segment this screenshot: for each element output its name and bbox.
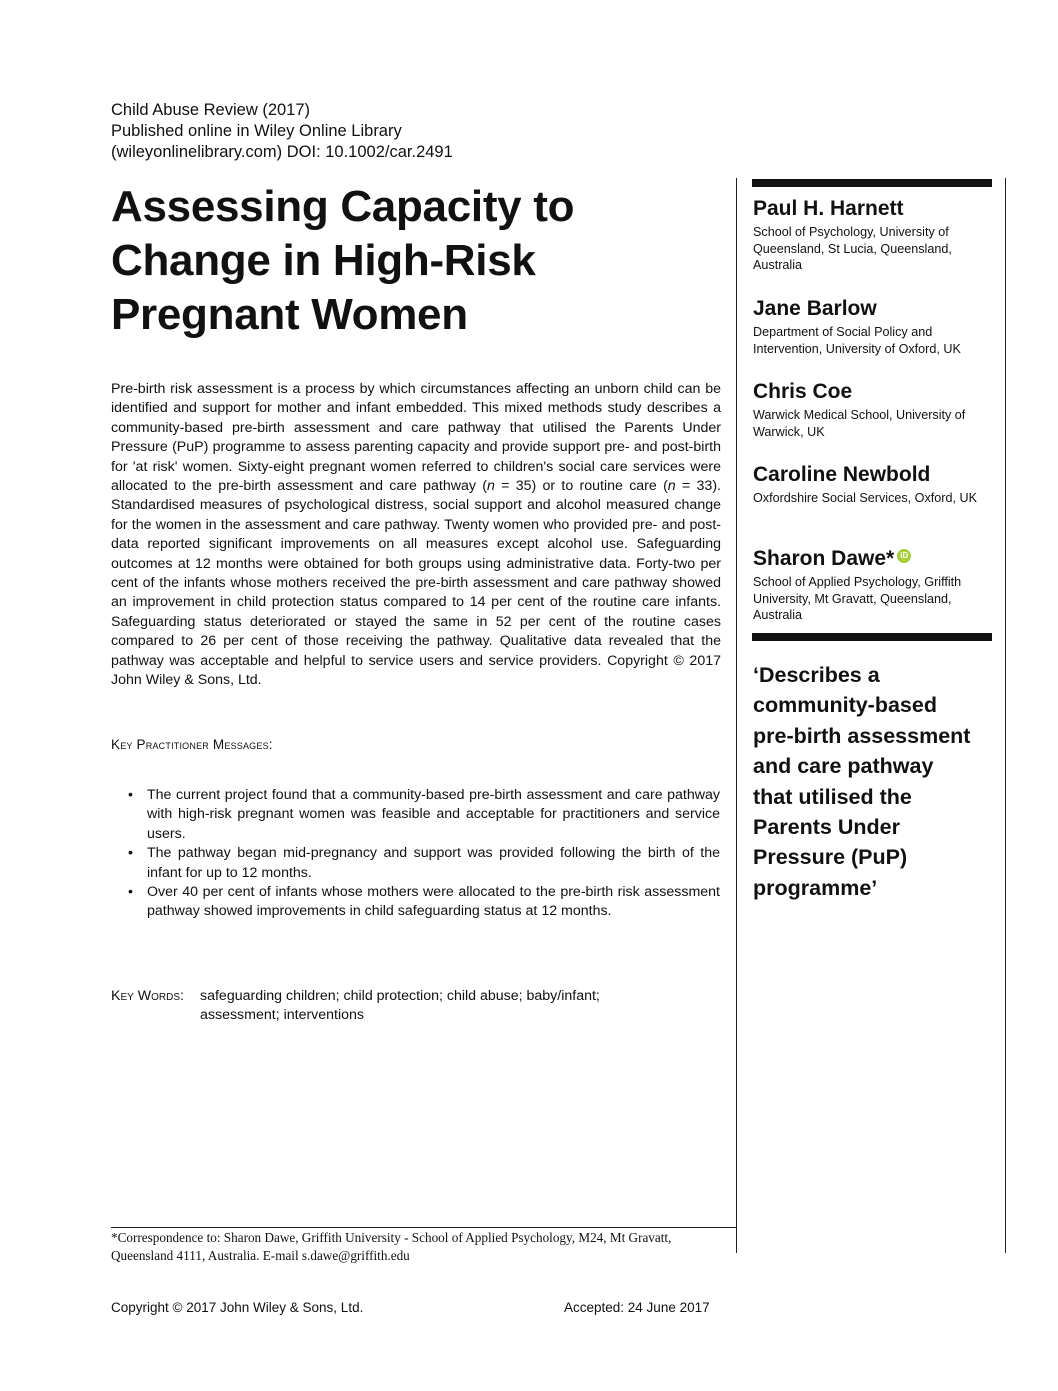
orcid-icon[interactable]: iD: [897, 549, 911, 563]
author-block: [753, 296, 995, 357]
author-name: Caroline Newbold: [753, 463, 931, 486]
abstract-n-symbol-2: n: [667, 478, 676, 495]
sidebar-right-rule: [1005, 178, 1006, 1253]
abstract-n-symbol-1: n: [486, 478, 495, 495]
pull-quote-line: Pressure (PuP): [753, 845, 908, 870]
key-message-text: The current project found that a community-based pre-birth assessment and care pathway with high-risk pregnant women was feasible and acceptable for practitioners and service users.: [147, 787, 720, 842]
article-title: [111, 180, 721, 342]
title-line-3: Pregnant Women: [111, 290, 468, 339]
author-block: [753, 546, 995, 624]
author-block: [753, 462, 995, 507]
key-message-text: Over 40 per cent of infants whose mothers were allocated to the pre-birth risk assessment pathway showed improvements in child safeguarding status at 12 months.: [147, 884, 720, 920]
footer-copyright: Copyright © 2017 John Wiley & Sons, Ltd.: [111, 1300, 364, 1315]
author-affiliation: Oxfordshire Social Services, Oxford, UK: [753, 491, 977, 505]
author-block: [753, 196, 995, 274]
abstract-part-1: Pre-birth risk assessment is a process by which circumstances affecting an unborn child can be identified and support for mother and infant embedded. This mixed methods study describes a community-based pre-birth assessment and care pathway that utilised the Parents Under Pressure (PuP) programme to assess parenting capacity and provide support pre- and post-birth for 'at risk' women. Sixty-eight pregnant women referred to children's social care services were allocated to the pre-birth assessment and care pathway (: [111, 381, 721, 495]
keywords-label: Key Words:: [111, 988, 184, 1004]
abstract: [111, 380, 721, 691]
key-message-item: [122, 883, 720, 922]
sidebar-left-rule: [736, 178, 737, 1253]
bullet-icon: •: [128, 884, 133, 901]
pull-quote-line: community-based: [753, 693, 937, 718]
pull-quote-line: and care pathway: [753, 754, 934, 779]
author-name: Sharon Dawe*: [753, 547, 895, 570]
abstract-part-3: = 33). Standardised measures of psychological distress, social support and alcohol measured change for the women in the assessment and care pathway. Twenty women who provided pre- and post-data reported significant improvements on all measures except alcohol use. Safeguarding outcomes at 12 months were obtained for both groups using administrative data. Forty-two per cent of the infants whose mothers received the pre-birth assessment and care pathway showed an improvement in child protection status compared to 14 per cent of the routine care infants. Safeguarding status deteriorated or stayed the same in 52 per cent of the routine cases compared to 26 per cent of those receiving the pathway. Qualitative data revealed that the pathway was acceptable and helpful to service users and service providers. Copyright © 2017 John Wiley & Sons, Ltd.: [111, 478, 721, 689]
title-line-1: Assessing Capacity to: [111, 182, 575, 231]
pull-quote: [753, 660, 998, 903]
author-name-row: [753, 546, 995, 572]
key-messages-heading: Key Practitioner Messages:: [111, 737, 273, 752]
keywords-text: safeguarding children; child protection; child abuse; baby/infant; assessment; interventions: [200, 988, 600, 1024]
pull-quote-line: Parents Under: [753, 815, 900, 840]
author-affiliation: School of Psychology, University of Queensland, St Lucia, Queensland, Australia: [753, 225, 952, 272]
correspondence-note: *Correspondence to: Sharon Dawe, Griffith University - School of Applied Psychology, M24, Mt Gravatt, Queensland 4111, Australia. E-mail s.dawe@griffith.edu: [111, 1230, 672, 1263]
pull-quote-line: that utilised the: [753, 784, 912, 809]
author-name: Jane Barlow: [753, 297, 877, 320]
journal-name: Child Abuse Review (2017): [111, 101, 311, 119]
bullet-icon: •: [128, 845, 133, 862]
journal-doi: (wileyonlinelibrary.com) DOI: 10.1002/car.2491: [111, 143, 453, 161]
author-block: [753, 379, 995, 440]
key-message-text: The pathway began mid-pregnancy and support was provided following the birth of the infant for up to 12 months.: [147, 845, 720, 881]
key-message-item: [122, 786, 720, 844]
key-messages-list: [122, 786, 720, 922]
author-name: Paul H. Harnett: [753, 197, 904, 220]
sidebar-top-bar: [752, 179, 992, 187]
journal-publisher-line: Published online in Wiley Online Library: [111, 122, 402, 140]
author-name: Chris Coe: [753, 380, 853, 403]
key-message-item: [122, 844, 720, 883]
title-line-2: Change in High-Risk: [111, 236, 536, 285]
pull-quote-line: programme’: [753, 875, 878, 900]
sidebar-middle-bar: [752, 633, 992, 641]
keywords: [111, 987, 721, 1026]
abstract-part-2: = 35) or to routine care (: [494, 478, 668, 495]
pull-quote-line: ‘Describes a: [753, 663, 880, 687]
bullet-icon: •: [128, 787, 133, 803]
journal-header: [111, 100, 453, 163]
footer-accepted-date: Accepted: 24 June 2017: [564, 1300, 710, 1315]
correspondence-divider: [111, 1227, 736, 1228]
author-affiliation: School of Applied Psychology, Griffith University, Mt Gravatt, Queensland, Australia: [753, 575, 962, 622]
author-affiliation: Warwick Medical School, University of Warwick, UK: [753, 408, 966, 439]
author-affiliation: Department of Social Policy and Intervention, University of Oxford, UK: [753, 325, 961, 356]
pull-quote-line: pre-birth assessment: [753, 723, 971, 748]
